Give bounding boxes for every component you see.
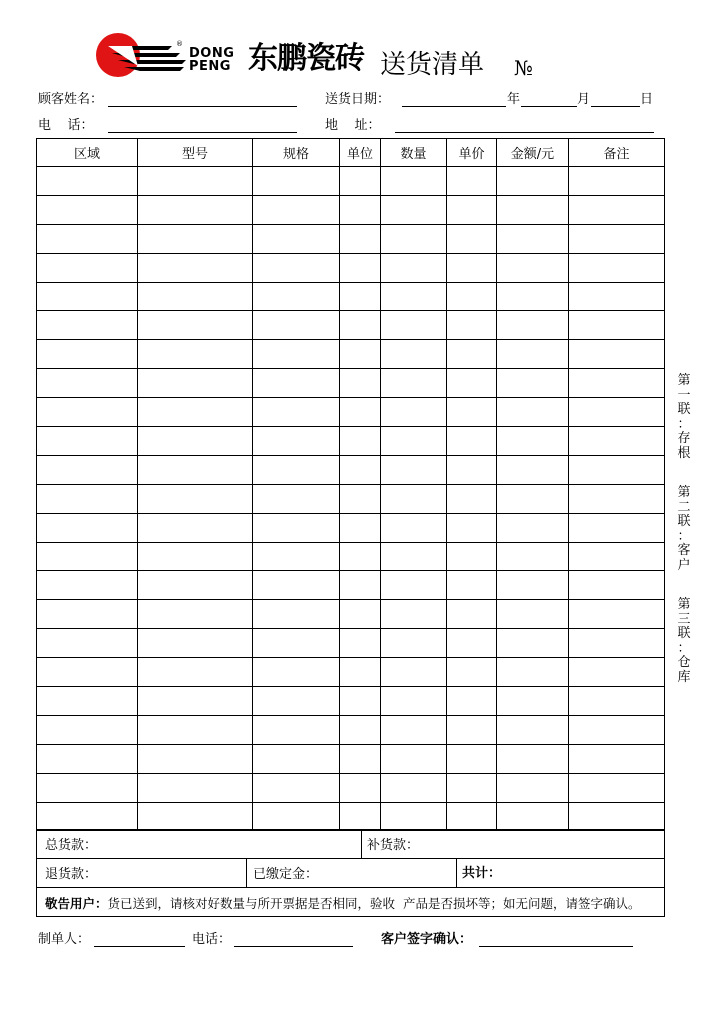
cell-spec[interactable] <box>253 542 340 571</box>
cell-region[interactable] <box>37 773 138 802</box>
deposit-paid-label: 已缴定金： <box>253 867 319 882</box>
cell-region[interactable] <box>37 340 138 369</box>
cell-quantity[interactable] <box>381 600 447 629</box>
cell-amount[interactable] <box>497 773 569 802</box>
cell-unit-price[interactable] <box>447 224 497 253</box>
cell-model[interactable] <box>138 744 253 773</box>
cell-spec[interactable] <box>253 455 340 484</box>
cell-unit[interactable] <box>340 715 381 744</box>
table-row <box>37 224 665 253</box>
cell-unit-price[interactable] <box>447 253 497 282</box>
grand-total-label: 共计： <box>462 866 502 881</box>
side-note-char: 三 <box>677 611 691 627</box>
cell-amount[interactable] <box>497 369 569 398</box>
cell-quantity[interactable] <box>381 744 447 773</box>
cell-unit-price[interactable] <box>447 744 497 773</box>
cell-unit[interactable] <box>340 167 381 196</box>
cell-amount[interactable] <box>497 658 569 687</box>
cell-unit-price[interactable] <box>447 484 497 513</box>
table-row <box>37 715 665 744</box>
address-label: 地 址： <box>325 118 381 133</box>
notice-label: 敬告用户： <box>45 896 108 911</box>
table-row <box>37 253 665 282</box>
cell-region[interactable] <box>37 715 138 744</box>
cell-amount[interactable] <box>497 600 569 629</box>
cell-unit[interactable] <box>340 513 381 542</box>
cell-unit-price[interactable] <box>447 658 497 687</box>
cell-spec[interactable] <box>253 629 340 658</box>
phone-label: 电 话： <box>38 118 94 133</box>
cell-amount[interactable] <box>497 311 569 340</box>
cell-quantity[interactable] <box>381 253 447 282</box>
col-header-amount: 金额/元 <box>497 139 569 167</box>
items-body <box>37 167 665 831</box>
cell-unit-price[interactable] <box>447 715 497 744</box>
totals-row-1 <box>37 830 664 859</box>
cell-model[interactable] <box>138 513 253 542</box>
table-row <box>37 282 665 311</box>
cell-quantity[interactable] <box>381 542 447 571</box>
cell-spec[interactable] <box>253 658 340 687</box>
cell-remarks[interactable] <box>569 658 665 687</box>
cell-remarks[interactable] <box>569 167 665 196</box>
cell-spec[interactable] <box>253 484 340 513</box>
delivery-day-field[interactable] <box>591 106 640 107</box>
cell-quantity[interactable] <box>381 167 447 196</box>
cell-spec[interactable] <box>253 167 340 196</box>
cell-quantity[interactable] <box>381 455 447 484</box>
cell-spec[interactable] <box>253 802 340 831</box>
delivery-month-field[interactable] <box>521 106 577 107</box>
side-note-char: 第 <box>677 485 691 500</box>
cell-quantity[interactable] <box>381 282 447 311</box>
doc-number-label: № <box>514 56 533 80</box>
cell-region[interactable] <box>37 629 138 658</box>
cell-unit-price[interactable] <box>447 195 497 224</box>
cell-model[interactable] <box>138 427 253 456</box>
cell-region[interactable] <box>37 571 138 600</box>
cell-quantity[interactable] <box>381 427 447 456</box>
cell-remarks[interactable] <box>569 224 665 253</box>
cell-remarks[interactable] <box>569 687 665 716</box>
customer-name-field[interactable] <box>108 106 297 107</box>
cell-model[interactable] <box>138 658 253 687</box>
table-row <box>37 658 665 687</box>
supplement-goods-label: 补货款： <box>367 838 420 853</box>
table-row <box>37 571 665 600</box>
cell-unit[interactable] <box>340 773 381 802</box>
cell-unit[interactable] <box>340 427 381 456</box>
cell-remarks[interactable] <box>569 773 665 802</box>
cell-spec[interactable] <box>253 773 340 802</box>
cell-unit-price[interactable] <box>447 629 497 658</box>
cell-unit[interactable] <box>340 253 381 282</box>
cell-amount[interactable] <box>497 340 569 369</box>
delivery-date-label: 送货日期： <box>325 92 391 107</box>
table-row <box>37 340 665 369</box>
delivery-year-field[interactable] <box>402 106 506 107</box>
cell-remarks[interactable] <box>569 427 665 456</box>
cell-remarks[interactable] <box>569 715 665 744</box>
table-row <box>37 427 665 456</box>
cell-unit[interactable] <box>340 311 381 340</box>
cell-unit[interactable] <box>340 398 381 427</box>
cell-unit-price[interactable] <box>447 427 497 456</box>
cell-amount[interactable] <box>497 571 569 600</box>
brand-en-top: DONG <box>189 46 235 61</box>
totals-divider-3 <box>456 859 457 888</box>
side-note-char: 库 <box>677 669 691 685</box>
cell-model[interactable] <box>138 802 253 831</box>
notice <box>45 896 640 912</box>
cell-remarks[interactable] <box>569 311 665 340</box>
side-note-char: 根 <box>677 445 691 461</box>
cell-spec[interactable] <box>253 398 340 427</box>
cell-remarks[interactable] <box>569 629 665 658</box>
cell-quantity[interactable] <box>381 224 447 253</box>
cell-amount[interactable] <box>497 629 569 658</box>
totals-divider-1 <box>361 830 362 859</box>
col-header-region: 区域 <box>37 139 138 167</box>
totals-box <box>36 829 665 917</box>
notice-text: 货已送到，请核对好数量与所开票据是否相同，验收 产品是否损坏等；如无问题，请签字确认。 <box>107 896 641 911</box>
cell-model[interactable] <box>138 600 253 629</box>
cell-amount[interactable] <box>497 253 569 282</box>
cell-unit-price[interactable] <box>447 802 497 831</box>
side-note-char: 客 <box>677 543 691 558</box>
cell-unit-price[interactable] <box>447 369 497 398</box>
cell-region[interactable] <box>37 484 138 513</box>
cell-unit[interactable] <box>340 629 381 658</box>
cell-quantity[interactable] <box>381 311 447 340</box>
cell-region[interactable] <box>37 224 138 253</box>
cell-unit[interactable] <box>340 282 381 311</box>
cell-model[interactable] <box>138 253 253 282</box>
customer-name-label: 顾客姓名： <box>38 92 104 107</box>
table-row <box>37 629 665 658</box>
col-header-quantity: 数量 <box>381 139 447 167</box>
cell-amount[interactable] <box>497 802 569 831</box>
registered-mark: ® <box>176 40 183 48</box>
cell-amount[interactable] <box>497 715 569 744</box>
cell-unit[interactable] <box>340 224 381 253</box>
table-row <box>37 195 665 224</box>
cell-region[interactable] <box>37 600 138 629</box>
cell-spec[interactable] <box>253 513 340 542</box>
cell-region[interactable] <box>37 282 138 311</box>
cell-remarks[interactable] <box>569 340 665 369</box>
cell-unit-price[interactable] <box>447 773 497 802</box>
cell-amount[interactable] <box>497 455 569 484</box>
side-note-char: ： <box>677 528 691 544</box>
cell-quantity[interactable] <box>381 802 447 831</box>
cell-unit-price[interactable] <box>447 340 497 369</box>
table-row <box>37 484 665 513</box>
cell-region[interactable] <box>37 311 138 340</box>
cell-model[interactable] <box>138 369 253 398</box>
cell-region[interactable] <box>37 513 138 542</box>
cell-unit-price[interactable] <box>447 513 497 542</box>
side-note-char: 存 <box>677 431 691 446</box>
totals-row-2 <box>37 859 664 888</box>
side-note-char: 一 <box>677 387 691 403</box>
table-row <box>37 773 665 802</box>
cell-model[interactable] <box>138 195 253 224</box>
table-row <box>37 744 665 773</box>
cell-model[interactable] <box>138 455 253 484</box>
cell-unit[interactable] <box>340 195 381 224</box>
cell-region[interactable] <box>37 369 138 398</box>
table-row <box>37 600 665 629</box>
cell-model[interactable] <box>138 484 253 513</box>
cell-unit[interactable] <box>340 687 381 716</box>
side-note-char: 联 <box>677 626 691 641</box>
customer-sign-field[interactable] <box>479 946 633 947</box>
cell-amount[interactable] <box>497 427 569 456</box>
cell-spec[interactable] <box>253 340 340 369</box>
cell-region[interactable] <box>37 744 138 773</box>
cell-amount[interactable] <box>497 195 569 224</box>
cell-unit-price[interactable] <box>447 571 497 600</box>
table-row <box>37 687 665 716</box>
cell-unit-price[interactable] <box>447 282 497 311</box>
cell-spec[interactable] <box>253 311 340 340</box>
cell-unit-price[interactable] <box>447 455 497 484</box>
side-note-char: ： <box>677 416 691 432</box>
table-row <box>37 167 665 196</box>
cell-region[interactable] <box>37 687 138 716</box>
cell-spec[interactable] <box>253 715 340 744</box>
cell-remarks[interactable] <box>569 744 665 773</box>
cell-remarks[interactable] <box>569 542 665 571</box>
items-table <box>36 138 665 831</box>
customer-sign-label: 客户签字确认： <box>381 932 473 947</box>
year-label: 年 <box>507 92 521 107</box>
cell-model[interactable] <box>138 773 253 802</box>
cell-unit[interactable] <box>340 744 381 773</box>
cell-amount[interactable] <box>497 484 569 513</box>
cell-spec[interactable] <box>253 282 340 311</box>
cell-region[interactable] <box>37 542 138 571</box>
cell-quantity[interactable] <box>381 195 447 224</box>
total-goods-label: 总货款： <box>45 838 98 853</box>
cell-unit-price[interactable] <box>447 687 497 716</box>
cell-remarks[interactable] <box>569 513 665 542</box>
cell-unit[interactable] <box>340 658 381 687</box>
cell-unit[interactable] <box>340 340 381 369</box>
cell-model[interactable] <box>138 311 253 340</box>
brand-en <box>189 47 234 73</box>
side-note-char: 仓 <box>677 655 691 670</box>
cell-model[interactable] <box>138 687 253 716</box>
cell-unit-price[interactable] <box>447 311 497 340</box>
cell-remarks[interactable] <box>569 398 665 427</box>
doc-title: 送货清单 <box>380 50 485 80</box>
cell-model[interactable] <box>138 571 253 600</box>
cell-unit[interactable] <box>340 571 381 600</box>
day-label: 日 <box>640 92 654 107</box>
table-header-row <box>37 139 665 167</box>
side-note-char: 二 <box>677 499 691 515</box>
cell-spec[interactable] <box>253 571 340 600</box>
cell-remarks[interactable] <box>569 571 665 600</box>
totals-divider-2 <box>246 859 247 888</box>
table-row <box>37 398 665 427</box>
brand-en-bottom: PENG <box>189 59 231 74</box>
cell-quantity[interactable] <box>381 571 447 600</box>
cell-amount[interactable] <box>497 282 569 311</box>
cell-quantity[interactable] <box>381 513 447 542</box>
table-row <box>37 369 665 398</box>
cell-quantity[interactable] <box>381 340 447 369</box>
cell-model[interactable] <box>138 542 253 571</box>
cell-quantity[interactable] <box>381 687 447 716</box>
cell-quantity[interactable] <box>381 484 447 513</box>
cell-unit[interactable] <box>340 369 381 398</box>
cell-region[interactable] <box>37 253 138 282</box>
col-header-model: 型号 <box>138 139 253 167</box>
cell-remarks[interactable] <box>569 802 665 831</box>
cell-spec[interactable] <box>253 687 340 716</box>
cell-remarks[interactable] <box>569 600 665 629</box>
cell-quantity[interactable] <box>381 773 447 802</box>
side-note-copy-2 <box>676 486 692 573</box>
cell-region[interactable] <box>37 195 138 224</box>
cell-model[interactable] <box>138 282 253 311</box>
cell-remarks[interactable] <box>569 369 665 398</box>
cell-region[interactable] <box>37 427 138 456</box>
cell-unit-price[interactable] <box>447 600 497 629</box>
cell-amount[interactable] <box>497 542 569 571</box>
col-header-remarks: 备注 <box>569 139 665 167</box>
cell-unit[interactable] <box>340 542 381 571</box>
table-row <box>37 802 665 831</box>
bottom-phone-field[interactable] <box>234 946 353 947</box>
address-field[interactable] <box>395 132 654 133</box>
side-note-char: 联 <box>677 402 691 417</box>
cell-unit[interactable] <box>340 600 381 629</box>
returned-goods-label: 退货款： <box>45 867 98 882</box>
cell-amount[interactable] <box>497 167 569 196</box>
side-note-char: 联 <box>677 514 691 529</box>
cell-spec[interactable] <box>253 744 340 773</box>
cell-amount[interactable] <box>497 224 569 253</box>
cell-model[interactable] <box>138 167 253 196</box>
cell-spec[interactable] <box>253 427 340 456</box>
cell-amount[interactable] <box>497 398 569 427</box>
preparer-field[interactable] <box>94 946 185 947</box>
cell-model[interactable] <box>138 629 253 658</box>
cell-remarks[interactable] <box>569 195 665 224</box>
cell-amount[interactable] <box>497 513 569 542</box>
cell-quantity[interactable] <box>381 398 447 427</box>
table-row <box>37 455 665 484</box>
cell-quantity[interactable] <box>381 658 447 687</box>
cell-remarks[interactable] <box>569 484 665 513</box>
cell-quantity[interactable] <box>381 715 447 744</box>
cell-unit-price[interactable] <box>447 398 497 427</box>
col-header-spec: 规格 <box>253 139 340 167</box>
cell-region[interactable] <box>37 802 138 831</box>
cell-unit[interactable] <box>340 455 381 484</box>
cell-spec[interactable] <box>253 369 340 398</box>
side-note-char: ： <box>677 640 691 656</box>
cell-quantity[interactable] <box>381 369 447 398</box>
table-row <box>37 513 665 542</box>
table-row <box>37 311 665 340</box>
cell-spec[interactable] <box>253 195 340 224</box>
cell-spec[interactable] <box>253 224 340 253</box>
cell-remarks[interactable] <box>569 282 665 311</box>
cell-region[interactable] <box>37 167 138 196</box>
cell-model[interactable] <box>138 715 253 744</box>
table-row <box>37 542 665 571</box>
cell-unit[interactable] <box>340 802 381 831</box>
col-header-unit: 单位 <box>340 139 381 167</box>
brand-wings-icon <box>108 44 188 74</box>
cell-region[interactable] <box>37 398 138 427</box>
cell-model[interactable] <box>138 224 253 253</box>
cell-region[interactable] <box>37 658 138 687</box>
side-note-char: 第 <box>677 597 691 612</box>
bottom-phone-label: 电话： <box>192 932 232 947</box>
col-header-unit-price: 单价 <box>447 139 497 167</box>
month-label: 月 <box>577 92 591 107</box>
cell-unit[interactable] <box>340 484 381 513</box>
preparer-label: 制单人： <box>38 932 91 947</box>
cell-quantity[interactable] <box>381 629 447 658</box>
side-note-char: 户 <box>677 557 691 573</box>
cell-unit-price[interactable] <box>447 167 497 196</box>
cell-remarks[interactable] <box>569 455 665 484</box>
side-note-char: 第 <box>677 373 691 388</box>
cell-model[interactable] <box>138 340 253 369</box>
phone-field[interactable] <box>108 132 297 133</box>
cell-spec[interactable] <box>253 253 340 282</box>
cell-spec[interactable] <box>253 600 340 629</box>
side-note-copy-3 <box>676 598 692 685</box>
cell-amount[interactable] <box>497 687 569 716</box>
cell-amount[interactable] <box>497 744 569 773</box>
cell-region[interactable] <box>37 455 138 484</box>
cell-model[interactable] <box>138 398 253 427</box>
side-note-copy-1 <box>676 374 692 461</box>
cell-unit-price[interactable] <box>447 542 497 571</box>
cell-remarks[interactable] <box>569 253 665 282</box>
brand-cn: 东鹏瓷砖 <box>248 41 364 76</box>
